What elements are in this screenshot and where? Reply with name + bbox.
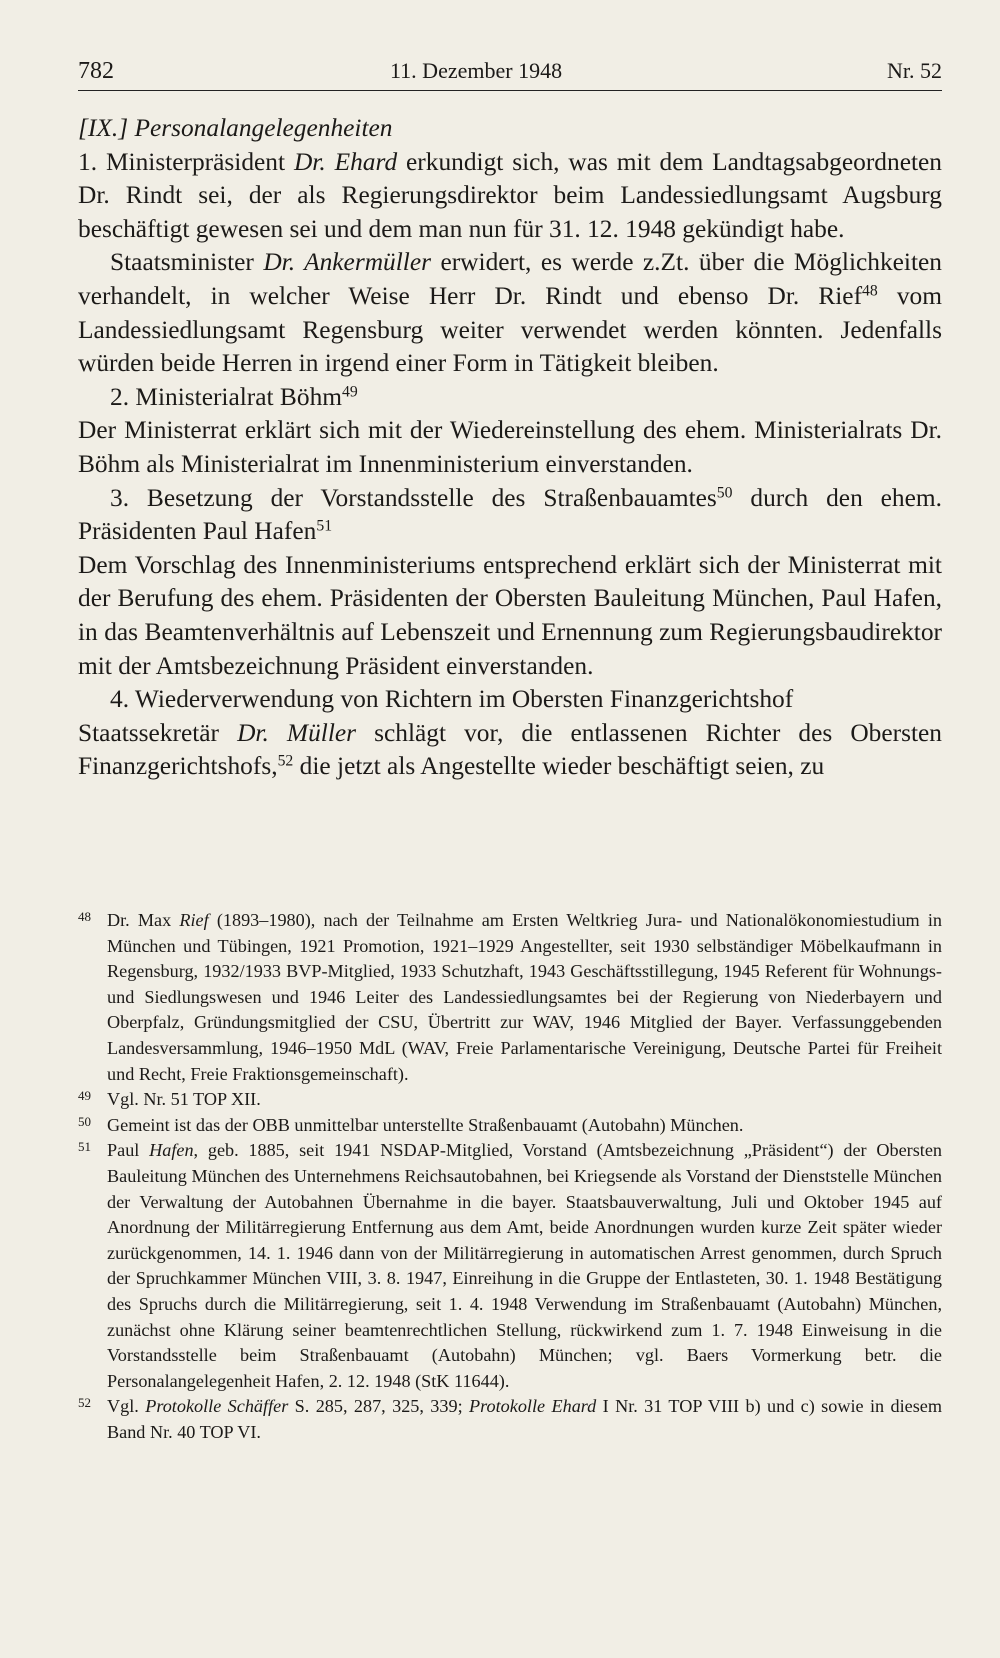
item-4-heading: 4. Wiederverwendung von Richtern im Obersten Finanzgerichtshof [110, 685, 794, 714]
footnote-number: 51 [78, 1139, 91, 1155]
reference-title: Protokolle Schäffer [145, 1396, 289, 1417]
text-run: Staatsminister [110, 248, 264, 277]
footnote-49 [78, 1087, 942, 1113]
person-name: Dr. Ankermüller [263, 248, 431, 277]
person-name: Dr. Ehard [293, 147, 398, 176]
section-heading [78, 112, 942, 146]
section-title: Personalangelegenheiten [134, 114, 393, 142]
item-3-heading [78, 482, 942, 549]
footnote-ref[interactable]: 48 [862, 282, 878, 300]
footnote-number: 49 [78, 1088, 91, 1104]
text-run: 3. Besetzung der Vorstandsstelle des Straßenbauamtes [110, 483, 717, 512]
paragraph-item-2: Der Ministerrat erklärt sich mit der Wiedereinstellung des ehem. Ministerialrats Dr. Böhm als Ministerialrat im Innenministerium einverstanden. [78, 416, 942, 478]
paragraph-item-3: Dem Vorschlag des Innenministeriums entsprechend erklärt sich der Ministerrat mit der Berufung des ehem. Präsidenten der Obersten Bauleitung München, Paul Hafen, in das Beamtenverhältnis auf Lebenszeit und Ernennung zum Regierungsbaudirektor mit der Amtsbezeichnung Präsident einverstanden. [78, 550, 942, 680]
text-run: Vgl. Nr. 51 TOP XII. [107, 1089, 261, 1110]
footnote-52 [78, 1394, 942, 1445]
paragraph-item-1-response [78, 246, 942, 380]
paragraph-item-1 [78, 146, 942, 247]
text-run: Vgl. [107, 1396, 146, 1417]
text-run: 2. Ministerialrat Böhm [110, 382, 343, 411]
footnotes [78, 908, 942, 1445]
main-text [78, 112, 942, 784]
text-run: erkundigt sich, was mit dem Landtagsabgeordneten Dr. Rindt sei, der als Regierungsdirektor beim Landessiedlungsamt Augsburg beschäftigt gewesen sei und dem man nun für 31. 12. 1948 gekündigt habe. [78, 147, 942, 243]
footnote-48 [78, 908, 942, 1087]
text-run: erwidert, es werde z.Zt. über die Möglichkeiten verhandelt, in welcher Weise Herr Dr. Rindt und ebenso Dr. Rief [78, 248, 943, 310]
footnote-ref[interactable]: 51 [316, 517, 333, 535]
person-name: Hafen [149, 1140, 194, 1161]
item-2-heading [78, 381, 942, 415]
page-header [78, 52, 942, 91]
text-run: Paul [107, 1140, 150, 1161]
text-run: Dr. Max [107, 910, 180, 930]
text-run: I Nr. 31 TOP VIII b) und c) sowie in diesem Band Nr. 40 TOP VI. [107, 1396, 942, 1442]
footnote-number: 50 [78, 1113, 91, 1129]
text-run: schlägt vor, die entlassenen Richter des Obersten Finanzgerichtshofs, [78, 718, 942, 781]
text-run: (1893–1980), nach der Teilnahme am Ersten Weltkrieg Jura- und Nationalökonomiestudium in München und Tübingen, 1921 Promotion, 1921–1929 Angestellter, seit 1930 selbständiger Möbelkaufmann in Regensburg, 1932/1933 BVP-Mitglied, 1933 Schutzhaft, 1943 Geschäftsstillegung, 1945 Referent für Wohnungs- und Siedlungswesen und 1946 Leiter des Landessiedlungsamtes bei der Regierung von Niederbayern und Oberpfalz, Gründungsmitglied der CSU, Übertritt zur WAV, 1946 Mitglied der Bayer. Verfassunggebenden Landesversammlung, 1946–1950 MdL (WAV, Freie Parlamentarische Vereinigung, Deutsche Partei für Freiheit und Recht, Freie Fraktionsgemeinschaft). [107, 910, 942, 1084]
footnote-ref[interactable]: 50 [716, 483, 733, 501]
header-date: 11. Dezember 1948 [390, 58, 563, 83]
footnote-number: 52 [78, 1395, 91, 1411]
footnote-ref[interactable]: 49 [342, 383, 358, 401]
paragraph-item-4 [78, 717, 942, 784]
text-run: 1. Ministerpräsident [78, 147, 294, 176]
footnote-ref[interactable]: 52 [277, 752, 294, 770]
reference-title: Protokolle Ehard [469, 1396, 597, 1417]
text-run: die jetzt als Angestellte wieder beschäftigt seien, zu [293, 752, 825, 781]
person-name: Rief [179, 910, 209, 930]
section-number: [IX.] [78, 114, 129, 142]
footnote-50 [78, 1113, 942, 1139]
text-run: vom Landessiedlungsamt Regensburg weiter verwendet werden könnten. Jedenfalls würden beide Herren in irgend einer Form in Tätigkeit bleiben. [78, 281, 942, 378]
text-run: Staatssekretär [78, 718, 238, 747]
person-name: Dr. Müller [237, 718, 357, 747]
footnote-number: 48 [78, 909, 91, 924]
text-run: S. 285, 287, 325, 339; [288, 1396, 470, 1417]
text-run: , geb. 1885, seit 1941 NSDAP-Mitglied, Vorstand (Amtsbezeichnung „Präsident“) der Obersten Bauleitung München des Unternehmens Reichsautobahnen, bei Kriegsende als Vorstand der Dienststelle München der Verwaltung der Autobahnen Übernahme in die bayer. Staatsbauverwaltung, Juli und Oktober 1945 auf Anordnung der Militärregierung Entfernung aus dem Amt, beide Anordnungen wurden kurze Zeit später wieder zurückgenommen, 14. 1. 1946 dann von der Militärregierung in automatischen Arrest genommen, durch Spruch der Spruchkammer München VIII, 3. 8. 1947, Einreihung in die Gruppe der Entlasteten, 30. 1. 1948 Bestätigung des Spruchs durch die Militärregierung, seit 1. 4. 1948 Verwendung im Straßenbauamt (Autobahn) München, zunächst ohne Klärung seiner beamtenrechtlichen Stellung, rückwirkend zum 1. 7. 1948 Einweisung in die Vorstandsstelle beim Straßenbauamt (Autobahn) München; vgl. Baers Vormerkung betr. die Personalangelegenheit Hafen, 2. 12. 1948 (StK 11644). [107, 1140, 942, 1391]
footnote-51 [78, 1138, 942, 1394]
page-number: 782 [78, 58, 114, 84]
text-run: Gemeint ist das der OBB unmittelbar unterstellte Straßenbauamt (Autobahn) München. [107, 1114, 744, 1135]
document-number: Nr. 52 [887, 58, 942, 83]
text-run: durch den ehem. Präsidenten Paul Hafen [78, 483, 942, 546]
